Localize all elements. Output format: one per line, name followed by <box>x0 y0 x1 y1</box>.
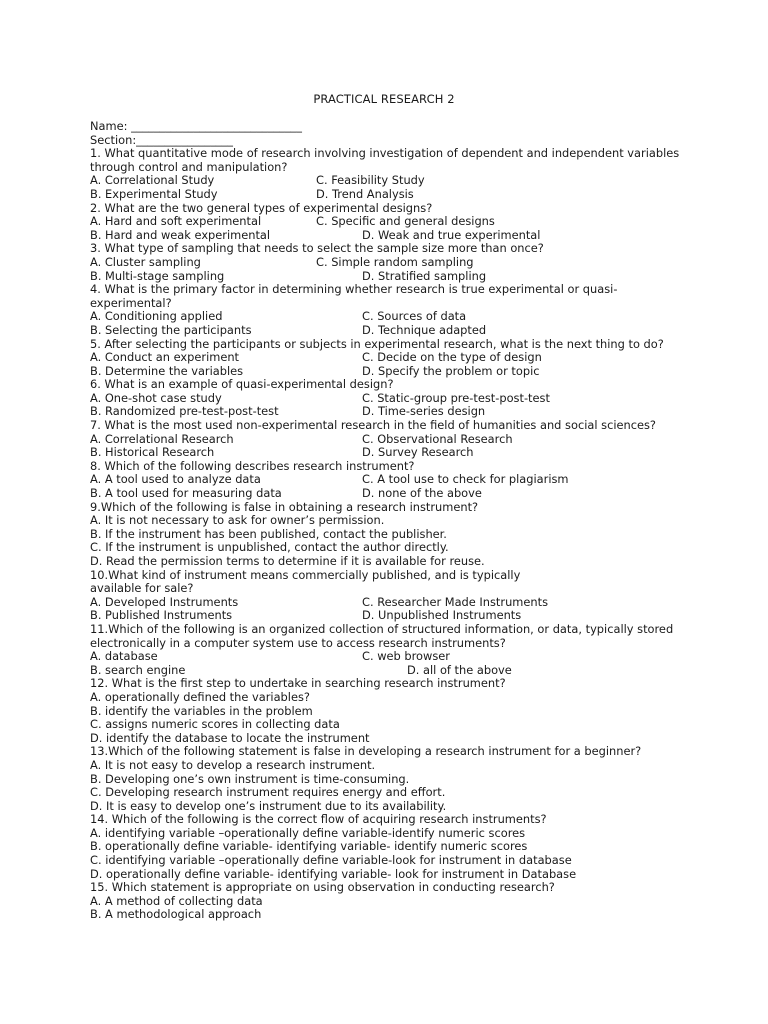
text-line <box>90 664 720 678</box>
text-line <box>90 637 720 651</box>
choice-text: D. none of the above <box>362 486 482 501</box>
choice-text: C. Simple random sampling <box>316 254 474 269</box>
choice-text: C. Static-group pre-test-post-test <box>362 390 550 405</box>
line-text: 1. What quantitative mode of research involving investigation of dependent and independent variables <box>90 146 680 161</box>
line-text: D. It is easy to develop one’s instrument due to its availability. <box>90 798 447 813</box>
text-line <box>90 392 720 406</box>
line-text: C. assigns numeric scores in collecting data <box>90 717 340 732</box>
text-line <box>90 460 720 474</box>
text-line <box>90 338 720 352</box>
line-text: B. A methodological approach <box>90 907 262 922</box>
choice-text: C. Decide on the type of design <box>362 350 542 365</box>
text-line <box>90 487 720 501</box>
line-text: A. Conditioning applied <box>90 309 223 324</box>
line-text: B. If the instrument has been published, contact the publisher. <box>90 526 447 541</box>
text-line <box>90 283 720 297</box>
text-line <box>90 800 720 814</box>
line-text: 5. After selecting the participants or subjects in experimental research, what is the next thing to do? <box>90 336 664 351</box>
text-line <box>90 569 720 583</box>
text-line <box>90 147 720 161</box>
line-text: 13.Which of the following statement is false in developing a research instrument for a beginner? <box>90 744 642 759</box>
line-text: Section:_________________ <box>90 132 233 147</box>
text-line <box>90 623 720 637</box>
text-line <box>90 732 720 746</box>
text-line <box>90 541 720 555</box>
text-line <box>90 759 720 773</box>
line-text: 12. What is the first step to undertake in searching research instrument? <box>90 676 506 691</box>
page-title: PRACTICAL RESEARCH 2 <box>313 92 455 106</box>
line-text: B. Developing one’s own instrument is time-consuming. <box>90 771 410 786</box>
text-line <box>90 365 720 379</box>
text-line <box>90 297 720 311</box>
line-text: 3. What type of sampling that needs to select the sample size more than once? <box>90 241 544 256</box>
line-text: available for sale? <box>90 581 194 596</box>
text-line <box>90 405 720 419</box>
choice-text: C. Specific and general designs <box>316 214 495 229</box>
question-list <box>90 120 720 922</box>
line-text: 9.Which of the following is false in obtaining a research instrument? <box>90 499 479 514</box>
text-line <box>90 528 720 542</box>
text-line <box>90 705 720 719</box>
text-line <box>90 242 720 256</box>
line-text: D. Read the permission terms to determine if it is available for reuse. <box>90 554 485 568</box>
choice-text: C. web browser <box>362 649 450 664</box>
line-text: A. operationally defined the variables? <box>90 689 310 704</box>
line-text: A. Cluster sampling <box>90 254 201 269</box>
text-line <box>90 120 720 134</box>
text-line <box>90 596 720 610</box>
text-line <box>90 419 720 433</box>
text-line <box>90 677 720 691</box>
line-text: 4. What is the primary factor in determining whether research is true experimental or quasi- <box>90 282 618 297</box>
line-text: 8. Which of the following describes research instrument? <box>90 458 415 473</box>
choice-text: C. A tool use to check for plagiarism <box>362 472 569 487</box>
text-line <box>90 813 720 827</box>
text-line <box>90 134 720 148</box>
text-line <box>90 514 720 528</box>
line-text: C. Developing research instrument requires energy and effort. <box>90 785 446 800</box>
line-text: C. identifying variable –operationally define variable-look for instrument in database <box>90 853 572 868</box>
text-line <box>90 582 720 596</box>
choice-text: D. Technique adapted <box>362 322 487 337</box>
text-line <box>90 609 720 623</box>
text-line <box>90 174 720 188</box>
line-text: 14. Which of the following is the correct flow of acquiring research instruments? <box>90 812 547 827</box>
text-line <box>90 310 720 324</box>
line-text: B. A tool used for measuring data <box>90 486 282 501</box>
text-line <box>90 161 720 175</box>
text-line <box>90 501 720 515</box>
text-line <box>90 351 720 365</box>
line-text: B. Determine the variables <box>90 363 244 378</box>
line-text: electronically in a computer system use to access research instruments? <box>90 635 506 650</box>
choice-text: C. Feasibility Study <box>316 173 425 188</box>
line-text: 6. What is an example of quasi-experimental design? <box>90 377 394 392</box>
text-line <box>90 786 720 800</box>
choice-text: D. Weak and true experimental <box>362 227 541 242</box>
text-line <box>90 840 720 854</box>
text-line <box>90 270 720 284</box>
line-text: D. operationally define variable- identifying variable- look for instrument in Database <box>90 866 577 881</box>
text-line <box>90 215 720 229</box>
text-line <box>90 773 720 787</box>
line-text: A. Correlational Study <box>90 173 215 188</box>
text-line <box>90 854 720 868</box>
line-text: B. Multi-stage sampling <box>90 268 225 283</box>
text-line <box>90 473 720 487</box>
line-text: C. If the instrument is unpublished, contact the author directly. <box>90 540 449 555</box>
text-line <box>90 256 720 270</box>
line-text: B. Randomized pre-test-post-test <box>90 404 279 419</box>
line-text: through control and manipulation? <box>90 159 288 174</box>
line-text: A. One-shot case study <box>90 390 222 405</box>
line-text: Name: ______________________________ <box>90 119 302 133</box>
text-line <box>90 378 720 392</box>
text-line <box>90 895 720 909</box>
text-line <box>90 745 720 759</box>
text-line <box>90 324 720 338</box>
line-text: B. Hard and weak experimental <box>90 227 271 242</box>
line-text: A. It is not easy to develop a research instrument. <box>90 757 376 772</box>
line-text: A. Developed Instruments <box>90 594 239 609</box>
line-text: B. identify the variables in the problem <box>90 703 313 718</box>
line-text: B. Published Instruments <box>90 608 233 623</box>
line-text: A. A tool used to analyze data <box>90 472 261 487</box>
line-text: 15. Which statement is appropriate on using observation in conducting research? <box>90 880 555 895</box>
line-text: B. Experimental Study <box>90 186 218 201</box>
line-text: A. identifying variable –operationally define variable-identify numeric scores <box>90 825 526 840</box>
text-line <box>90 229 720 243</box>
choice-text: C. Observational Research <box>362 431 513 446</box>
line-text: 7. What is the most used non-experimental research in the field of humanities and social sciences? <box>90 418 656 433</box>
choice-text: D. all of the above <box>407 662 512 677</box>
choice-text: C. Researcher Made Instruments <box>362 594 549 609</box>
line-text: B. Historical Research <box>90 445 215 460</box>
line-text: 10.What kind of instrument means commercially published, and is typically <box>90 567 521 582</box>
line-text: A. It is not necessary to ask for owner’s permission. <box>90 513 385 528</box>
line-text: A. A method of collecting data <box>90 893 263 908</box>
text-line <box>90 446 720 460</box>
line-text: A. Hard and soft experimental <box>90 214 262 229</box>
line-text: experimental? <box>90 295 172 310</box>
text-line <box>90 718 720 732</box>
choice-text: D. Survey Research <box>362 445 474 460</box>
text-line <box>90 650 720 664</box>
text-line <box>90 202 720 216</box>
choice-text: C. Sources of data <box>362 309 467 324</box>
choice-text: D. Trend Analysis <box>316 186 414 201</box>
line-text: B. Selecting the participants <box>90 322 252 337</box>
text-line <box>90 827 720 841</box>
text-line <box>90 868 720 882</box>
text-line <box>90 691 720 705</box>
line-text: A. database <box>90 649 158 664</box>
line-text: B. operationally define variable- identifying variable- identify numeric scores <box>90 839 528 854</box>
line-text: D. identify the database to locate the instrument <box>90 730 370 745</box>
text-line <box>90 908 720 922</box>
choice-text: D. Stratified sampling <box>362 268 487 283</box>
line-text: A. Correlational Research <box>90 431 234 446</box>
text-line <box>90 433 720 447</box>
line-text: A. Conduct an experiment <box>90 350 240 365</box>
line-text: 2. What are the two general types of experimental designs? <box>90 200 433 215</box>
text-line <box>90 881 720 895</box>
choice-text: D. Time-series design <box>362 404 486 419</box>
text-line <box>90 555 720 569</box>
choice-text: D. Specify the problem or topic <box>362 363 540 378</box>
line-text: B. search engine <box>90 662 186 677</box>
choice-text: D. Unpublished Instruments <box>362 608 522 623</box>
line-text: 11.Which of the following is an organized collection of structured information, or data, typically stored <box>90 621 674 636</box>
text-line <box>90 188 720 202</box>
